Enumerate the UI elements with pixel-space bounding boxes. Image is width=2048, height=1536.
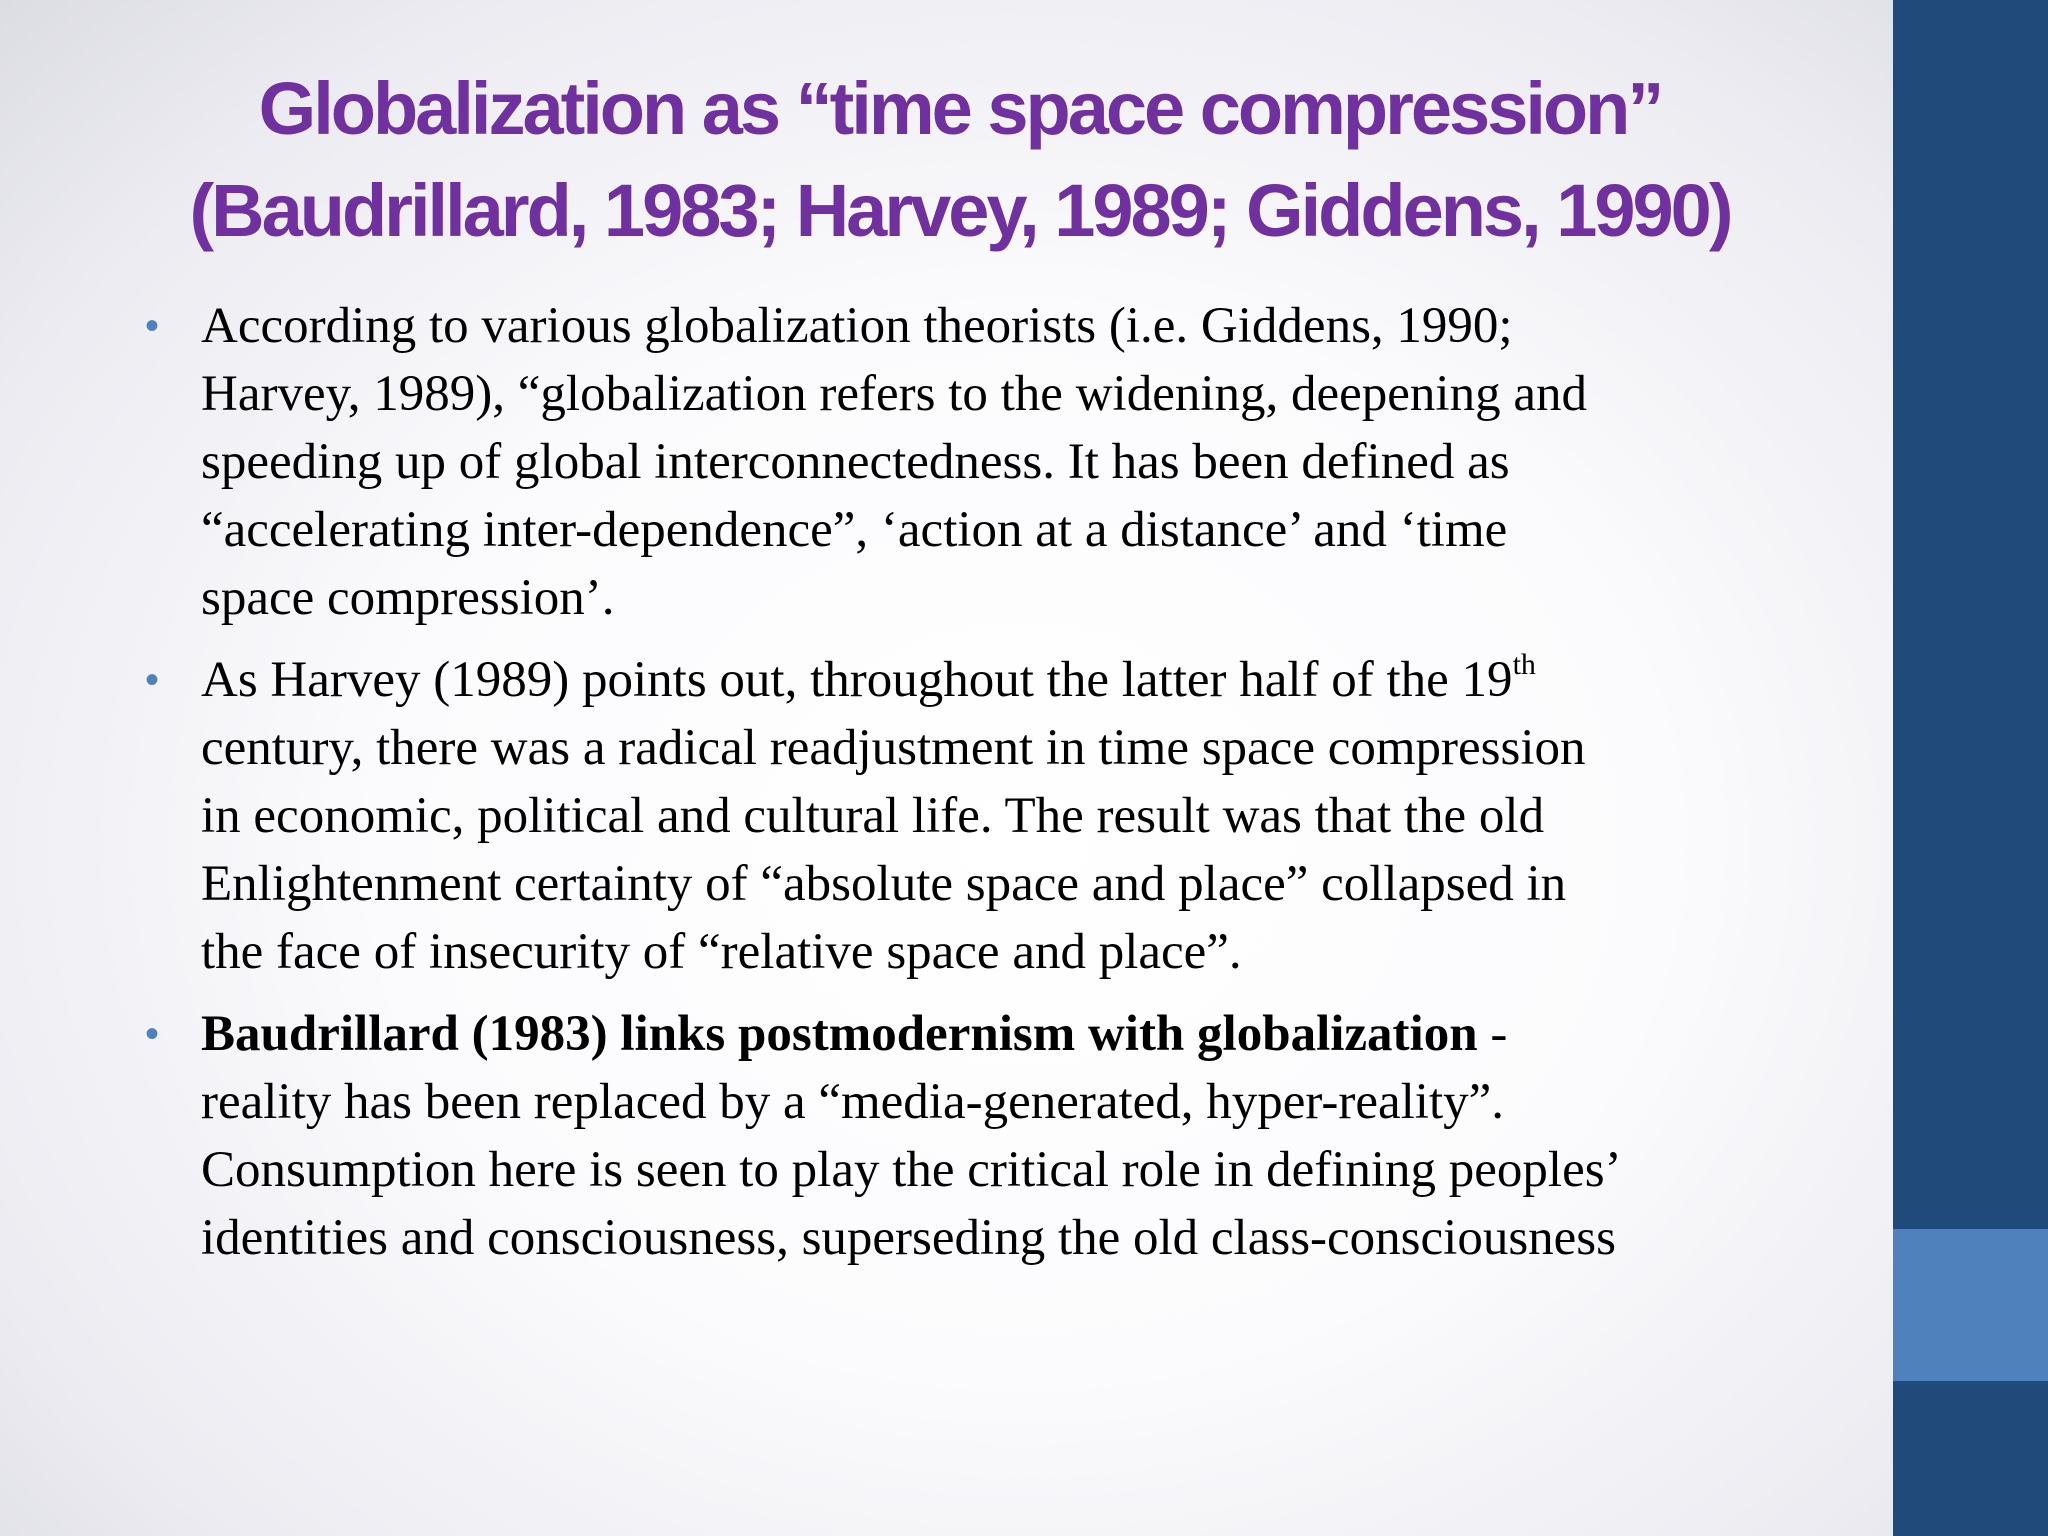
- bullet-3-line-3: Consumption here is seen to play the critical role in defining peoples’: [201, 1142, 1622, 1198]
- bullet-2-line-5: the face of insecurity of “relative space and place”.: [201, 924, 1242, 980]
- bullet-2-line-1: [201, 646, 1885, 714]
- bullet-1-line-1: According to various globalization theorists (i.e. Giddens, 1990;: [201, 298, 1513, 354]
- bullet-3-bold-lead: Baudrillard (1983) links postmodernism with globalization: [201, 1006, 1478, 1062]
- bullet-3-line-1: [201, 1000, 1885, 1068]
- bullet-icon: •: [145, 304, 160, 348]
- title-line-2: (Baudrillard, 1983; Harvey, 1989; Giddens, 1990): [189, 169, 1731, 252]
- ordinal-superscript: th: [1512, 648, 1536, 681]
- bullet-2-line-3: in economic, political and cultural life. The result was that the old: [201, 788, 1545, 844]
- bullet-1-line-5: space compression’.: [201, 570, 615, 626]
- slide-title: [40, 58, 1880, 262]
- bullet-1-line-3: speeding up of global interconnectedness. It has been defined as: [201, 434, 1510, 490]
- bullet-2-line-4: Enlightenment certainty of “absolute space and place” collapsed in: [201, 856, 1567, 912]
- bullet-item-1: [145, 292, 1885, 632]
- bullet-1-line-4: “accelerating inter-dependence”, ‘action at a distance’ and ‘time: [201, 502, 1508, 558]
- bullet-item-2: [145, 646, 1885, 986]
- bullet-icon: •: [145, 658, 160, 702]
- bullet-icon: •: [145, 1012, 160, 1056]
- bullet-item-3: [145, 1000, 1885, 1272]
- bullet-1-line-2: Harvey, 1989), “globalization refers to the widening, deepening and: [201, 366, 1587, 422]
- bullet-3-lead-rest: -: [1477, 1006, 1508, 1062]
- bullet-list: [145, 292, 1885, 1286]
- bullet-3-line-4: identities and consciousness, superseding the old class-consciousness: [201, 1210, 1617, 1266]
- bullet-2-line-2: century, there was a radical readjustment in time space compression: [201, 720, 1586, 776]
- sidebar-accent-block: [1893, 1229, 2048, 1381]
- sidebar-bar: [1893, 0, 2048, 1536]
- bullet-3-line-2: reality has been replaced by a “media-generated, hyper-reality”.: [201, 1074, 1505, 1130]
- title-line-1: Globalization as “time space compression”: [258, 67, 1662, 150]
- bullet-2-line-1-text: As Harvey (1989) points out, throughout the latter half of the 19: [201, 652, 1513, 708]
